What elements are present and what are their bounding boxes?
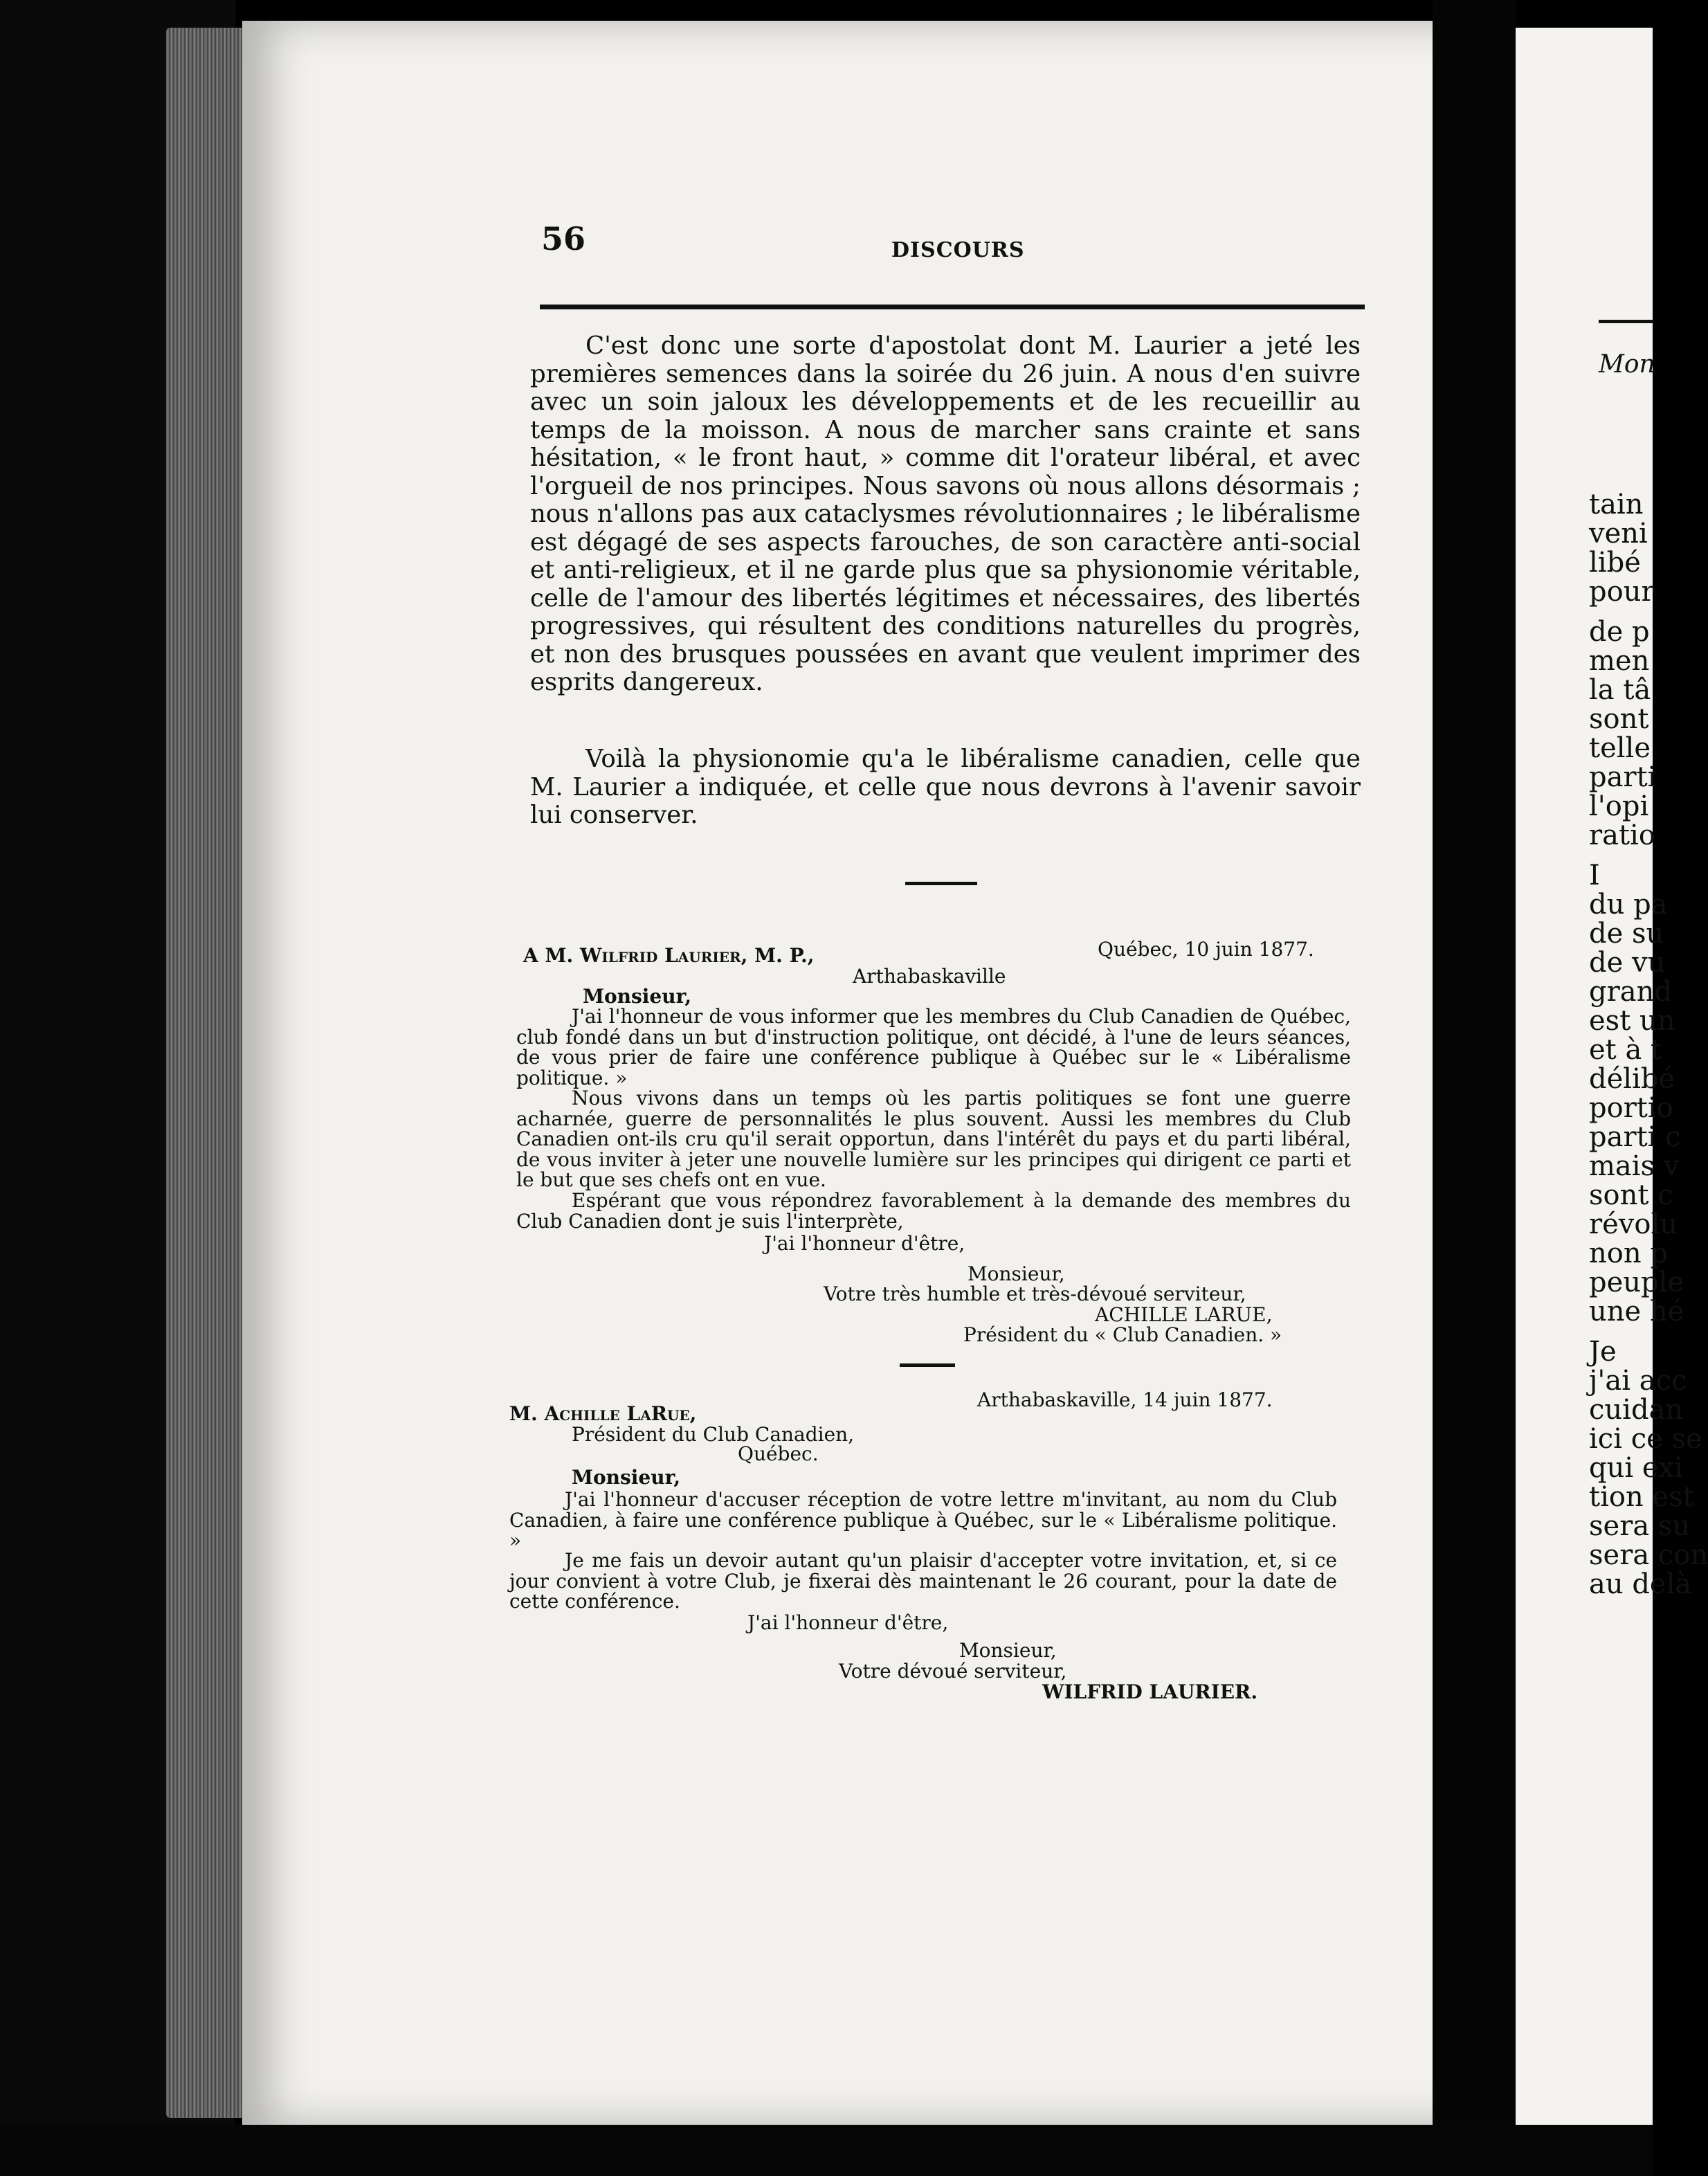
letter2-date: Arthabaskaville, 14 juin 1877.	[977, 1388, 1273, 1411]
right-page-line: men	[1589, 645, 1650, 677]
header-rule	[540, 305, 1365, 309]
running-head: DISCOURS	[891, 238, 1025, 262]
section-divider	[905, 882, 977, 885]
right-page-line: grand	[1589, 976, 1672, 1008]
right-page-line: peuple	[1589, 1267, 1684, 1298]
scan-bottom-edge	[0, 2125, 1653, 2176]
right-page-line: est un	[1589, 1005, 1675, 1037]
letter1-paragraph-2: Nous vivons dans un temps où les partis politiques se font une guerre acharnée, guerre de personnalités le plus souvent. Aussi les membres du Club Canadien ont-ils cru qu'il serait opportun, dans l'intérêt du pays et du parti libéral, de vous inviter à jeter une nouvelle lumière sur les principes qui dirigent ce parti et le but que ses chefs ont en vue.	[516, 1087, 1351, 1191]
letter1-paragraph-3: Espérant que vous répondrez favorablement à la demande des membres du Club Canadien dont je suis l'interprète,	[516, 1189, 1351, 1233]
letter1-title: Président du « Club Canadien. »	[963, 1323, 1282, 1346]
right-page-line: de p	[1589, 616, 1650, 648]
right-page-line: de su	[1589, 918, 1664, 950]
letter1-place: Arthabaskaville	[853, 965, 1006, 988]
letter-divider	[900, 1363, 955, 1367]
body-paragraph-1: C'est donc une sorte d'apostolat dont M. Laurier a jeté les premières semences dans la soirée du 26 juin. A nous d'en suivre avec un soin jaloux les développements et de les recueillir au temps de la moisson. A nous de marcher sans crainte et sans hésitation, « le front haut, » comme dit l'orateur libéral, et avec l'orgueil de nos principes. Nous savons où nous allons désormais ; nous n'allons pas aux cataclysmes révolutionnaires ; le libéralisme est dégagé de ses aspects farouches, de son caractère anti-social et anti-religieux, et il ne garde plus que sa physionomie véritable, celle de l'amour des libertés légitimes et nécessaires, des libertés progressives, qui résultent des conditions naturelles du progrès, et non des brusques poussées en avant que veulent imprimer des esprits dangereux.	[530, 332, 1361, 696]
letter2-addressee: M. Achille LaRue,	[509, 1402, 697, 1425]
right-page-line: mais v	[1589, 1150, 1680, 1182]
right-page-line: I	[1589, 860, 1600, 891]
right-page-header: Mon	[1599, 350, 1655, 379]
letter2-closing-3: Votre dévoué serviteur,	[839, 1660, 1067, 1683]
right-page-line: ici ce se	[1589, 1423, 1702, 1455]
letter2-closing-1: J'ai l'honneur d'être,	[747, 1611, 949, 1634]
letter2-role: Président du Club Canadien,	[572, 1423, 855, 1446]
letter1-signature: ACHILLE LARUE,	[1095, 1303, 1273, 1326]
right-page-line: sera con	[1589, 1539, 1708, 1571]
right-page-line: libé	[1589, 547, 1641, 579]
right-page-line: sont c	[1589, 1179, 1673, 1211]
right-page-line: et à t	[1589, 1034, 1662, 1066]
right-page-line: qui exi	[1589, 1452, 1683, 1484]
page-number: 56	[541, 220, 586, 257]
right-page-line: telle	[1589, 732, 1651, 764]
right-page-line: l'opi	[1589, 790, 1649, 822]
right-page-line: une hé	[1589, 1296, 1684, 1327]
right-page-line: de vu	[1589, 947, 1666, 979]
letter2-paragraph-1: J'ai l'honneur d'accuser réception de votre lettre m'invitant, au nom du Club Canadien, à faire une conférence publique à Québec, sur le « Libéralisme politique. »	[509, 1488, 1337, 1552]
letter1-closing-3: Votre très humble et très-dévoué serviteur,	[824, 1282, 1246, 1305]
right-page-line: cuidan	[1589, 1394, 1684, 1426]
letter1-closing-1: J'ai l'honneur d'être,	[764, 1232, 965, 1255]
right-page-line: révolu	[1589, 1208, 1678, 1240]
letter2-paragraph-2: Je me fais un devoir autant qu'un plaisir d'accepter votre invitation, et, si ce jour convient à votre Club, je fixerai dès maintenant le 26 courant, pour la date de cette conférence.	[509, 1549, 1337, 1613]
right-page-line: la tâ	[1589, 674, 1651, 706]
right-page-line: Je	[1589, 1336, 1617, 1368]
letter2-salutation: Monsieur,	[572, 1466, 681, 1489]
right-page-line: tion est	[1589, 1481, 1694, 1513]
right-page-line: parti c	[1589, 1121, 1681, 1153]
right-page-header-rule	[1599, 320, 1654, 323]
right-page-line: portio	[1589, 1092, 1673, 1124]
right-page-line: tain	[1589, 489, 1644, 520]
right-page-line: parti	[1589, 761, 1657, 793]
letter1-date: Québec, 10 juin 1877.	[1098, 938, 1314, 961]
right-page-line: sera su	[1589, 1510, 1691, 1542]
right-page-line: non p	[1589, 1237, 1668, 1269]
letter2-signature: WILFRID LAURIER.	[1042, 1680, 1258, 1703]
right-page-line: veni	[1589, 518, 1648, 550]
letter1-closing-2: Monsieur,	[967, 1262, 1065, 1285]
letter2-place: Québec.	[738, 1442, 819, 1465]
letter1-addressee: A M. Wilfrid Laurier, M. P.,	[523, 944, 815, 967]
right-page-line: délibé	[1589, 1063, 1675, 1095]
letter1-salutation: Monsieur,	[583, 985, 692, 1008]
right-page-line: du pa	[1589, 889, 1668, 921]
right-page-line: au delà	[1589, 1568, 1692, 1600]
letter2-closing-2: Monsieur,	[959, 1639, 1057, 1662]
body-paragraph-2: Voilà la physionomie qu'a le libéralisme canadien, celle que M. Laurier a indiquée, et celle que nous devrons à l'avenir savoir lui conserver.	[530, 745, 1361, 829]
right-page-line: pour	[1589, 576, 1655, 608]
right-page-line: ratio	[1589, 819, 1655, 851]
right-page-line: j'ai acc	[1589, 1365, 1687, 1397]
book-gutter	[1433, 0, 1516, 2176]
letter1-paragraph-1: J'ai l'honneur de vous informer que les membres du Club Canadien de Québec, club fondé dans un but d'instruction politique, ont décidé, à l'une de leurs séances, de vous prier de faire une conférence publique à Québec sur le « Libéralisme politique. »	[516, 1005, 1351, 1089]
right-page-line: sont	[1589, 703, 1649, 735]
